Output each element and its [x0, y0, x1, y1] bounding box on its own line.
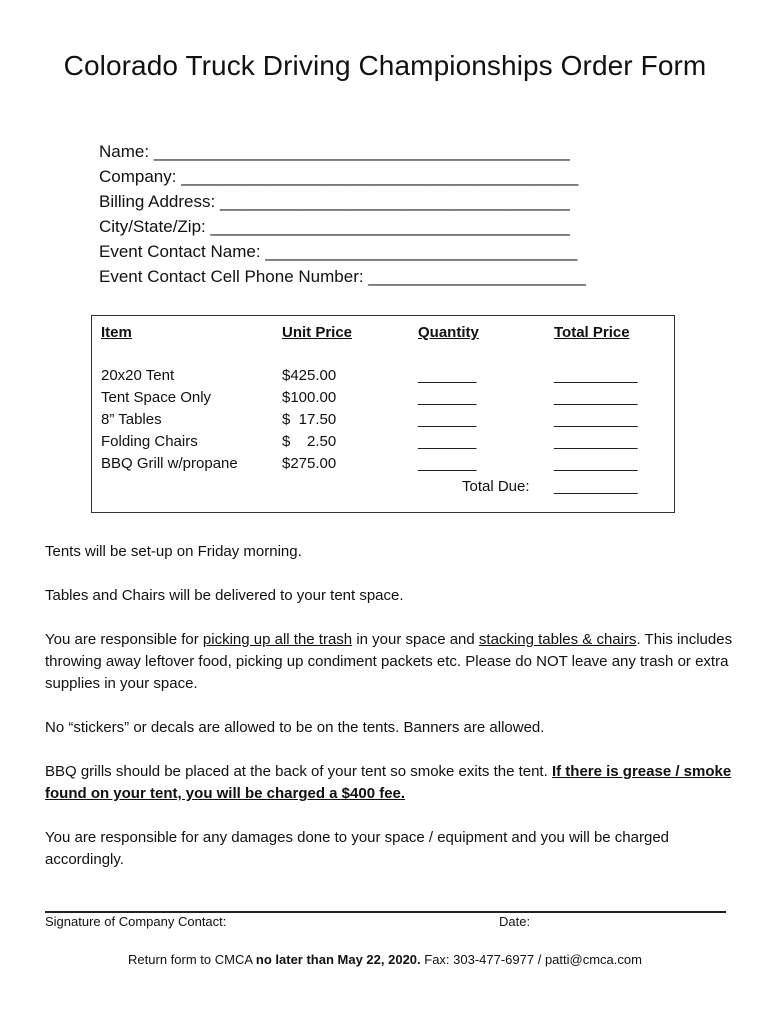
billing-address-field[interactable]: Billing Address: _____________________________________	[99, 192, 570, 211]
header-quantity: Quantity	[418, 324, 479, 341]
header-total-price: Total Price	[554, 324, 630, 341]
city-state-zip-field[interactable]: City/State/Zip: ______________________________________	[99, 217, 570, 236]
table-row	[92, 433, 676, 455]
note-responsibility: You are responsible for picking up all the trash in your space and stacking tables & chairs. This includes throwing away leftover food, picking up condiment packets etc. Please do NOT leave any trash or extra supplies in your space.	[45, 631, 733, 692]
row-price: $ 17.50	[282, 411, 337, 428]
return-instructions: Return form to CMCA no later than May 22, 2020. Fax: 303-477-6977 / patti@cmca.com	[128, 952, 642, 967]
row-total[interactable]: __________	[554, 389, 638, 406]
note-bbq: BBQ grills should be placed at the back of your tent so smoke exits the tent. If there is grease / smoke found on your tent, you will be charged a $400 fee.	[45, 763, 732, 802]
row-total[interactable]: __________	[554, 455, 638, 472]
total-due-field[interactable]: __________	[554, 478, 638, 495]
row-price: $425.00	[282, 367, 337, 384]
row-item: BBQ Grill w/propane	[101, 455, 238, 472]
note-delivery: Tables and Chairs will be delivered to your tent space.	[45, 587, 404, 604]
event-contact-phone-field[interactable]: Event Contact Cell Phone Number: _______________________	[99, 267, 586, 286]
page-title: Colorado Truck Driving Championships Order Form	[63, 50, 707, 81]
row-item: 8” Tables	[101, 411, 162, 428]
row-quantity[interactable]: _______	[418, 367, 477, 384]
row-quantity[interactable]: _______	[418, 455, 477, 472]
row-item: 20x20 Tent	[101, 367, 175, 384]
table-row	[92, 411, 676, 433]
company-field[interactable]: Company: __________________________________________	[99, 167, 579, 186]
row-total[interactable]: __________	[554, 433, 638, 450]
grease-fee-warning: If there is grease / smoke found on your tent, you will be charged a $400 fee.	[45, 763, 732, 802]
signature-line[interactable]	[45, 911, 726, 913]
row-quantity[interactable]: _______	[418, 389, 477, 406]
row-quantity[interactable]: _______	[418, 433, 477, 450]
signature-label: Signature of Company Contact:	[45, 914, 227, 929]
row-quantity[interactable]: _______	[418, 411, 477, 428]
row-total[interactable]: __________	[554, 411, 638, 428]
total-due-label: Total Due:	[462, 478, 530, 495]
row-item: Folding Chairs	[101, 433, 198, 450]
row-price: $275.00	[282, 455, 337, 472]
contact-fields	[99, 139, 586, 289]
fax-email: Fax: 303-477-6977 / patti@cmca.com	[420, 952, 642, 967]
header-item: Item	[101, 324, 132, 341]
total-due-row	[92, 478, 676, 500]
table-row	[92, 367, 676, 389]
stacking-emphasis: stacking tables & chairs	[478, 631, 637, 648]
instructions	[45, 541, 735, 893]
table-row	[92, 455, 676, 477]
name-field[interactable]: Name: ____________________________________________	[99, 142, 570, 161]
event-contact-name-field[interactable]: Event Contact Name: _________________________________	[99, 242, 578, 261]
row-total[interactable]: __________	[554, 367, 638, 384]
row-price: $ 2.50	[282, 433, 337, 450]
header-unit-price: Unit Price	[282, 324, 353, 341]
row-price: $100.00	[282, 389, 337, 406]
deadline: no later than May 22, 2020.	[255, 952, 421, 967]
trash-emphasis: picking up all the trash	[202, 631, 353, 648]
order-table	[91, 315, 675, 513]
row-item: Tent Space Only	[101, 389, 212, 406]
table-row	[92, 389, 676, 411]
note-damages: You are responsible for any damages done to your space / equipment and you will be charged accordingly.	[45, 829, 670, 868]
note-setup: Tents will be set-up on Friday morning.	[45, 543, 302, 560]
date-label: Date:	[499, 914, 531, 929]
note-stickers: No “stickers” or decals are allowed to be on the tents. Banners are allowed.	[45, 719, 545, 736]
